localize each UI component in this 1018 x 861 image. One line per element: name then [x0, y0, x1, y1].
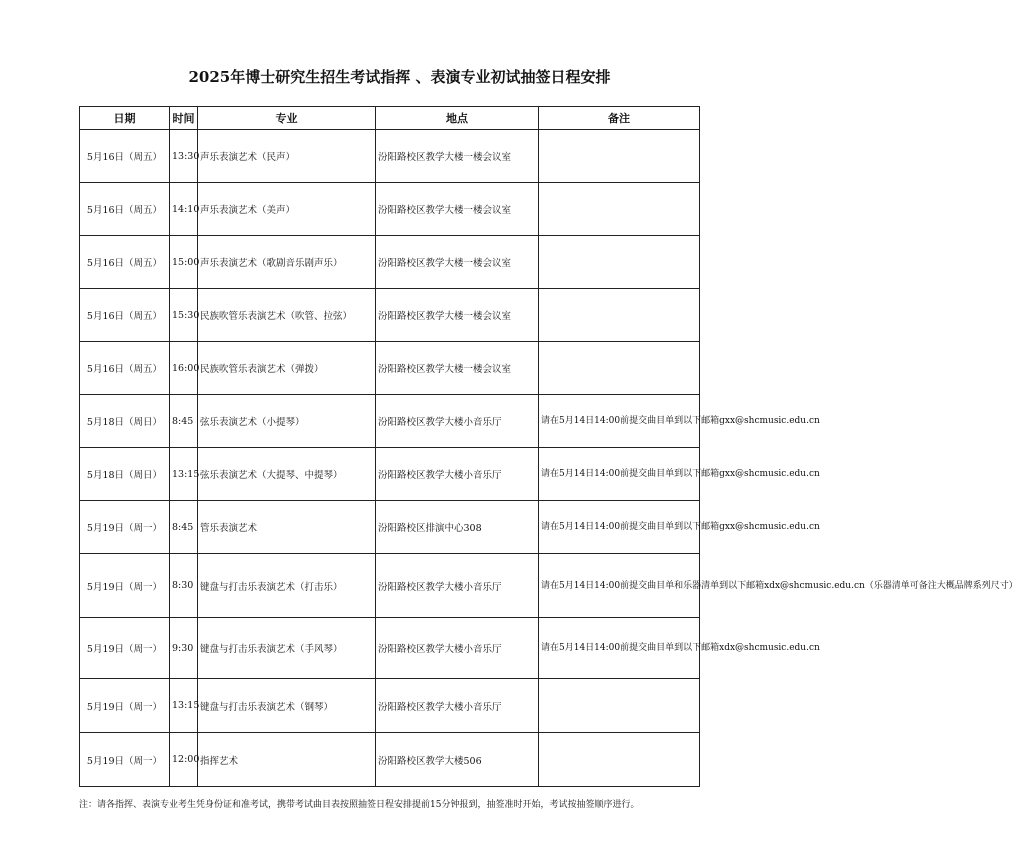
table-header-row [80, 107, 700, 130]
cell-location: 汾阳路校区教学大楼一楼会议室 [376, 289, 539, 342]
cell-time: 8:45 [170, 395, 198, 448]
cell-time: 16:00 [170, 342, 198, 395]
cell-remark: 请在5月14日14:00前提交曲目单到以下邮箱xdx@shcmusic.edu.cn [539, 618, 700, 679]
document-title: 2025年博士研究生招生考试指挥 、表演专业初试抽签日程安排 [188, 68, 611, 86]
cell-remark: 请在5月14日14:00前提交曲目单和乐器清单到以下邮箱xdx@shcmusic.edu.cn（乐器清单可备注大概品牌系列尺寸） [539, 554, 700, 618]
cell-major: 声乐表演艺术（歌剧音乐剧声乐） [198, 236, 376, 289]
cell-major: 声乐表演艺术（美声） [198, 183, 376, 236]
cell-location: 汾阳路校区教学大楼一楼会议室 [376, 342, 539, 395]
schedule-table [79, 106, 1018, 787]
cell-remark [539, 342, 700, 395]
cell-date: 5月19日（周一） [80, 733, 170, 787]
cell-location: 汾阳路校区教学大楼506 [376, 733, 539, 787]
cell-remark [539, 733, 700, 787]
cell-major: 键盘与打击乐表演艺术（打击乐） [198, 554, 376, 618]
cell-time: 14:10 [170, 183, 198, 236]
cell-date: 5月18日（周日） [80, 448, 170, 501]
cell-major: 民族吹管乐表演艺术（吹管、拉弦） [198, 289, 376, 342]
cell-location: 汾阳路校区教学大楼小音乐厅 [376, 618, 539, 679]
cell-time: 9:30 [170, 618, 198, 679]
table-row [80, 448, 700, 501]
cell-major: 民族吹管乐表演艺术（弹拨） [198, 342, 376, 395]
cell-remark [539, 236, 700, 289]
table-row [80, 733, 700, 787]
table-row [80, 395, 700, 448]
table-row [80, 289, 700, 342]
cell-remark: 请在5月14日14:00前提交曲目单到以下邮箱gxx@shcmusic.edu.cn [539, 501, 700, 554]
cell-remark: 请在5月14日14:00前提交曲目单到以下邮箱gxx@shcmusic.edu.cn [539, 448, 700, 501]
footnote: 注：请各指挥、表演专业考生凭身份证和准考试，携带考试曲目表按照抽签日程安排提前15分钟报到，抽签准时开始，考试按抽签顺序进行。 [79, 800, 640, 810]
cell-major: 键盘与打击乐表演艺术（手风琴） [198, 618, 376, 679]
cell-location: 汾阳路校区教学大楼一楼会议室 [376, 236, 539, 289]
cell-major: 弦乐表演艺术（小提琴） [198, 395, 376, 448]
cell-time: 13:15 [170, 448, 198, 501]
cell-major: 管乐表演艺术 [198, 501, 376, 554]
table-row [80, 236, 700, 289]
cell-time: 13:30 [170, 130, 198, 183]
cell-major: 指挥艺术 [198, 733, 376, 787]
cell-date: 5月16日（周五） [80, 183, 170, 236]
cell-date: 5月19日（周一） [80, 501, 170, 554]
table-row [80, 501, 700, 554]
cell-location: 汾阳路校区教学大楼小音乐厅 [376, 679, 539, 733]
cell-date: 5月16日（周五） [80, 236, 170, 289]
cell-time: 8:30 [170, 554, 198, 618]
cell-date: 5月19日（周一） [80, 554, 170, 618]
cell-location: 汾阳路校区排演中心308 [376, 501, 539, 554]
cell-date: 5月18日（周日） [80, 395, 170, 448]
cell-remark [539, 183, 700, 236]
header-date: 日期 [80, 107, 170, 130]
cell-location: 汾阳路校区教学大楼小音乐厅 [376, 395, 539, 448]
table-row [80, 679, 700, 733]
cell-remark [539, 130, 700, 183]
cell-time: 8:45 [170, 501, 198, 554]
table-row [80, 183, 700, 236]
cell-time: 15:00 [170, 236, 198, 289]
cell-location: 汾阳路校区教学大楼小音乐厅 [376, 554, 539, 618]
header-major: 专业 [198, 107, 376, 130]
cell-major: 声乐表演艺术（民声） [198, 130, 376, 183]
header-remark: 备注 [539, 107, 700, 130]
table-row [80, 554, 700, 618]
cell-date: 5月19日（周一） [80, 679, 170, 733]
cell-date: 5月16日（周五） [80, 342, 170, 395]
header-time: 时间 [170, 107, 198, 130]
cell-date: 5月16日（周五） [80, 130, 170, 183]
cell-remark [539, 289, 700, 342]
cell-major: 弦乐表演艺术（大提琴、中提琴） [198, 448, 376, 501]
header-location: 地点 [376, 107, 539, 130]
cell-location: 汾阳路校区教学大楼一楼会议室 [376, 130, 539, 183]
cell-time: 12:00 [170, 733, 198, 787]
table-row [80, 342, 700, 395]
cell-major: 键盘与打击乐表演艺术（钢琴） [198, 679, 376, 733]
table-row [80, 618, 700, 679]
table-row [80, 130, 700, 183]
cell-date: 5月16日（周五） [80, 289, 170, 342]
cell-location: 汾阳路校区教学大楼小音乐厅 [376, 448, 539, 501]
cell-time: 15:30 [170, 289, 198, 342]
cell-time: 13:15 [170, 679, 198, 733]
cell-remark: 请在5月14日14:00前提交曲目单到以下邮箱gxx@shcmusic.edu.cn [539, 395, 700, 448]
cell-remark [539, 679, 700, 733]
cell-date: 5月19日（周一） [80, 618, 170, 679]
cell-location: 汾阳路校区教学大楼一楼会议室 [376, 183, 539, 236]
